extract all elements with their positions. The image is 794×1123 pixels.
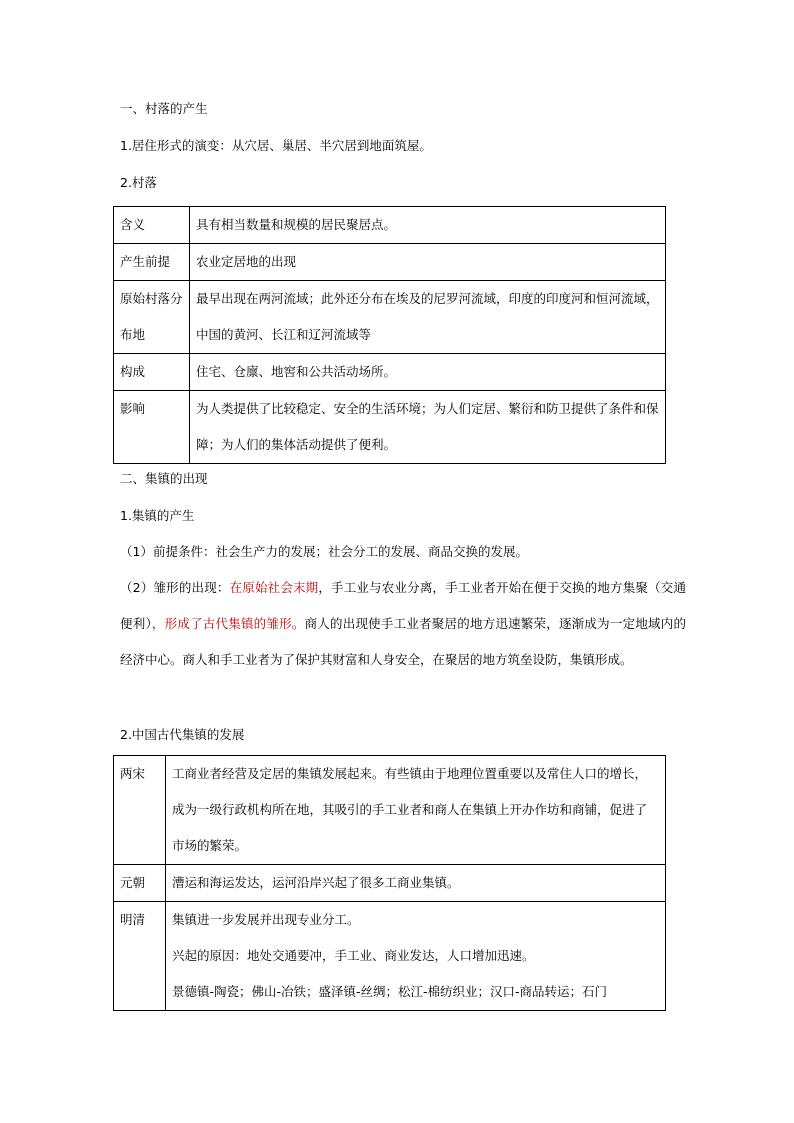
table-row xyxy=(114,354,666,391)
embryo-text-a: （2）雏形的出现： xyxy=(120,580,230,595)
table-row xyxy=(114,281,666,354)
town-development-table xyxy=(113,755,666,1011)
embryo-paragraph xyxy=(120,570,686,678)
table-value: 漕运和海运发达，运河沿岸兴起了很多工商业集镇。 xyxy=(166,865,666,902)
table-key: 明清 xyxy=(114,902,166,1011)
table-value: 工商业者经营及定居的集镇发展起来。有些镇由于地理位置重要以及常住人口的增长，成为一级行政机构所在地，其吸引的手工业者和商人在集镇上开办作坊和商铺，促进了市场的繁荣。 xyxy=(166,756,666,865)
table-row xyxy=(114,391,666,464)
table-key: 构成 xyxy=(114,354,190,391)
section-2-item-1: 1.集镇的产生 xyxy=(120,508,195,523)
table-key: 原始村落分布地 xyxy=(114,281,190,354)
table-value: 最早出现在两河流域；此外还分布在埃及的尼罗河流域，印度的印度河和恒河流域，中国的黄河、长江和辽河流域等 xyxy=(190,281,666,354)
table-key: 含义 xyxy=(114,207,190,244)
embryo-highlight-1: 在原始社会末期 xyxy=(229,580,319,595)
table-row xyxy=(114,244,666,281)
village-table xyxy=(113,206,666,464)
table-key: 两宋 xyxy=(114,756,166,865)
table-row xyxy=(114,207,666,244)
table-value: 住宅、仓廪、地窖和公共活动场所。 xyxy=(190,354,666,391)
section-2-item-2: 2.中国古代集镇的发展 xyxy=(120,727,245,742)
ming-qing-line-1: 集镇进一步发展并出现专业分工。 xyxy=(172,912,360,927)
table-key: 元朝 xyxy=(114,865,166,902)
table-value: 农业定居地的出现 xyxy=(190,244,666,281)
section-1-item-1: 1.居住形式的演变：从穴居、巢居、半穴居到地面筑屋。 xyxy=(120,138,432,153)
embryo-text-e: 。商人的出现使手工业者聚居的地方迅速繁荣，逐渐成为一定地域内的经济中心。商人和手工业者为了保护其财富和人身安全，在聚居的地方筑垒设防，集镇形成。 xyxy=(120,616,686,667)
table-row xyxy=(114,865,666,902)
table-value: 为人类提供了比较稳定、安全的生活环境；为人们定居、繁衍和防卫提供了条件和保障；为人们的集体活动提供了便利。 xyxy=(190,391,666,464)
ming-qing-line-3: 景德镇-陶瓷；佛山-冶铁；盛泽镇-丝绸；松江-棉纺织业；汉口-商品转运；石门 xyxy=(172,984,608,999)
table-key: 影响 xyxy=(114,391,190,464)
embryo-text-c: ，手工业与农业分离，手工业者开始在便于交换的地方集聚（交通便利） xyxy=(120,580,686,631)
ming-qing-line-2: 兴起的原因：地处交通要冲，手工业、商业发达，人口增加迅速。 xyxy=(172,948,535,963)
table-row xyxy=(114,756,666,865)
table-row xyxy=(114,902,666,1011)
embryo-highlight-2: ，形成了古代集镇的雏形 xyxy=(151,616,292,631)
section-1-heading: 一、村落的产生 xyxy=(120,101,208,116)
table-key: 产生前提 xyxy=(114,244,190,281)
table-value xyxy=(166,902,666,1011)
premise-paragraph: （1）前提条件：社会生产力的发展；社会分工的发展、商品交换的发展。 xyxy=(120,544,528,559)
table-value: 具有相当数量和规模的居民聚居点。 xyxy=(190,207,666,244)
section-2-heading: 二、集镇的出现 xyxy=(120,471,208,486)
section-1-item-2: 2.村落 xyxy=(120,175,157,190)
